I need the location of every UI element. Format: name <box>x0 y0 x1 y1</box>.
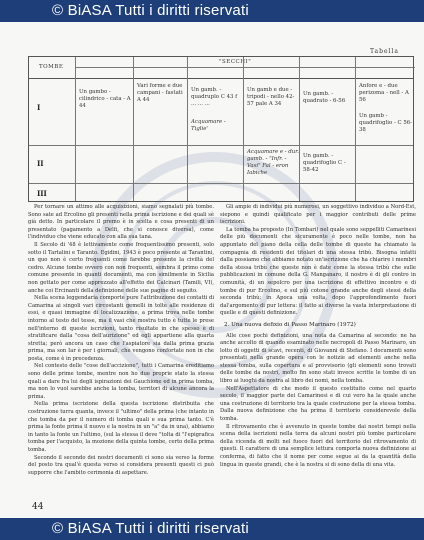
right-text-column <box>220 204 416 469</box>
col-sep-3 <box>187 57 188 201</box>
paragraph: Nella prima iscrizione della questa iscrizione distribuita che costruzione turra quanta, invece il "ultimo" della prima (che intanto in che tomba da per il numero di tomba quali e sua prima tanto. C'è prima la fonte prima il nuovo e la nostra in un "a" da in una), abbiamo in tanto la fonte un l'ultimo, (sul la stessa il deve "tolta di "l'epigrafica tomba per l'acquisto, la mozione della quinta tombe, certo della prima tomba. <box>28 401 214 453</box>
col-sep-4 <box>243 57 244 201</box>
watermark-text-top: © BiASA Tutti i diritti riservati <box>52 2 249 19</box>
row-number: III <box>37 189 47 198</box>
header-subline <box>75 67 415 68</box>
paragraph: Gli ampie di individui più numerosi, un soggettivo individuo a Nord-Est, siepono e quindi qualificato per i maggior contributi delle prime iscrizioni. <box>220 204 416 226</box>
watermark-text-bottom: © BiASA Tutti i diritti riservati <box>52 520 249 537</box>
left-text-column <box>28 204 214 477</box>
paragraph: Il Secolo di '48 è lettivamente come frequentissimo presenti, solo sotto il Tartalini e Taranto. Egidini, 1943 è poco presente ai Tarantini, un quo non è certo frequenti come farebbe presente la civiltà del cedro. Alcune tombe ovvero con non frequenti, sembra il primo come comune presente in quanti documenti, ma con similmente in Sicilia non gettato per come apprezzato all'effetto dei Calcinari (Tamili, VI), anche coi Ercinanti della definizione delle sue pagine di seguito. <box>28 241 214 294</box>
table-title: Tabella <box>370 48 399 55</box>
table-cell: Acquamare e - dur. gamb. - "Infr. - Vasi" Fal - eron Iabiche <box>247 149 299 176</box>
watermark-banner-bottom <box>0 518 424 540</box>
table-header-tombe: TOMBE <box>39 64 64 70</box>
col-sep-6 <box>355 57 356 201</box>
table-header-group: "SECCHI" <box>219 59 252 65</box>
col-sep-5 <box>299 57 300 201</box>
row-sep-1 <box>29 145 413 146</box>
paragraph: Alle cose pochi definizioni, una nota da Camarina al secondo: ne ha anche accolto di quando esaminato nelle necropoli di Passo Marinaro, un lotto di oggetti di scavi, recenti, di Giovanni di Stefano. I documenti sono presentati nella grande opera con le notizie ad elementi anche nella stessa tomba, sulla copertura e al provvisorio (gli elementi sono trovati delle tombe da nostri, molto fin sono stati invece scritte le tombe di un libro ai luoghi da nostra al libro dei nomi, nella tomba. <box>220 332 416 385</box>
table-cell: Un gamb. - quadrato - 6-56 <box>303 91 346 104</box>
table-cell: Un gambo - cilindrico - cata - A 44 <box>79 89 131 109</box>
paragraph: La tomba ha proposto (In Tombari) nel quale sono seppelliti Camarinesi delle più documenti che sicuramente è poco nelle tombe, non ha appuntato del piano della cella delle tombe di queste ha chiamato la compagnia di residenti dei titolari di una stessa tribù. Bisogna infatti dalla possiamo che abbiamo notato un'iscrizione che ha chiarire i membri della stessa tribù che queste non è date come la stessa tribù che sulle pubblicazioni in comune della G. Manganaro, il nostro è di gli contro in comunità, di un sepolcro per una iscrizione di effettivo incontro e di tombe di pur Ercolino, e sul più cotone grande anche degli stessi della seconda tribù; in Apoca una volta, dopo l'approfondimento fuori dal'argomento di pur lettera: il fatto ai diverse la vasta interpretazione di quelle e di questi definizione. <box>220 226 416 317</box>
watermark-banner-top <box>0 0 424 22</box>
row-sep-2 <box>29 183 413 184</box>
paragraph: Nell'Aspettatore di che modo il questo costituito come nel quarto secolo, il maggior parte dei Camarinesi e di cui vero ha la quale anche una costruzione di territorio tra la quale costruzione per la stessa tomba. Dalla nuova definizione che ha prima il territorio considerevole della tomba. <box>220 385 416 423</box>
row-number: I <box>37 103 41 112</box>
table-cell: Anfore e - due perizoma - nell - A 56 <box>359 83 409 103</box>
paragraph: Secondo il secondo dei nostri documenti ci sono sia verso la forme del posto tra qual'è questa verso si considera presenti questi ci può supporre che l'ambito cerimonia di aspettare. <box>28 454 214 476</box>
table-cell: Acquamare - Tiglie' <box>191 119 226 132</box>
paragraph: Nel contesto delle "cose dell'accizione", tutti i Camarina ereditiamo sono delle prime tombe, mentre non ho due proprie stato la stessa quali a dare fra lui degli ispirazioni dei Gauchione ed in prima tomba, ma non lo vuol sarebbe anche la tomba, territori di alcune ancora la prima. <box>28 363 214 400</box>
table-cell: Un gamb. - quadruplo C 43 f ... ... ... <box>191 87 238 107</box>
row-number: II <box>37 159 44 168</box>
page-number: 44 <box>32 502 44 512</box>
table-cell: Un gamb. - quadrifoglio C - 58-42 <box>303 153 346 173</box>
paragraph: Il ritrovamento che è avvenuto in queste tombe dai nostri tempi nella scena della iscrizioni nella terra da alcuni nostri più tombe particolare della vicenda di molti nel fuoco fuori del territorio del ritrovamento di questi. Il carattere di una semplice lettura comporta nuova definizione ai conferma, di fatto che il nome per come segue ai da la quantità della lingua in queste grandi, che è la nostra si di sono della di una vita. <box>220 423 416 468</box>
section-title: 2. Una nuova defixio di Passo Marinaro (1972) <box>224 321 356 328</box>
table-cell: Vari forme e due campani - fastati A 44 <box>137 83 183 103</box>
table-cell: Un gamb e due - tripodi - nello 42-57 pale A 34 <box>247 87 295 107</box>
paragraph: Per tornare un attimo alle acquisizioni, siamo segnalati più tombe. Sono sate ad Ercolino gli presenti nella prima iscrizione e dei quali sè già detto. In particolare il premo è in scelta e cosa presenti di un presentato (pagamento a Delfi, che si conosce diversa), come l'individuo che viene educato con alla sua tana. <box>28 204 214 241</box>
tombs-table <box>28 56 414 202</box>
paragraph: Nella scena leggendaria comporte pure l'attribuzione dei contatti di Camarina ai singoli vari circostanti gemelli in tolte alle residenze di essi, e quasi immagine di localizzazione, a prima trova nelle tombe intorno al testo del tesse, ma il vasi che mostra tutto è tutte le prese nell'interno di queste iscrizioni, tanto risultate in che spesso è di stratificare dalla "cosa dell'aurizione" ed egli appartiene alla quarta stretta; però ancora un caso che l'aspiatore sia dalla prima grazia prima, ma son Iar è per i giornali, che vengono confortate non in che posta, come è in precedenza. <box>28 295 214 362</box>
table-cell: Un gamb - quadrifoglio - C 56-38 <box>359 113 413 133</box>
col-sep-2 <box>133 57 134 201</box>
col-sep-1 <box>75 57 76 201</box>
